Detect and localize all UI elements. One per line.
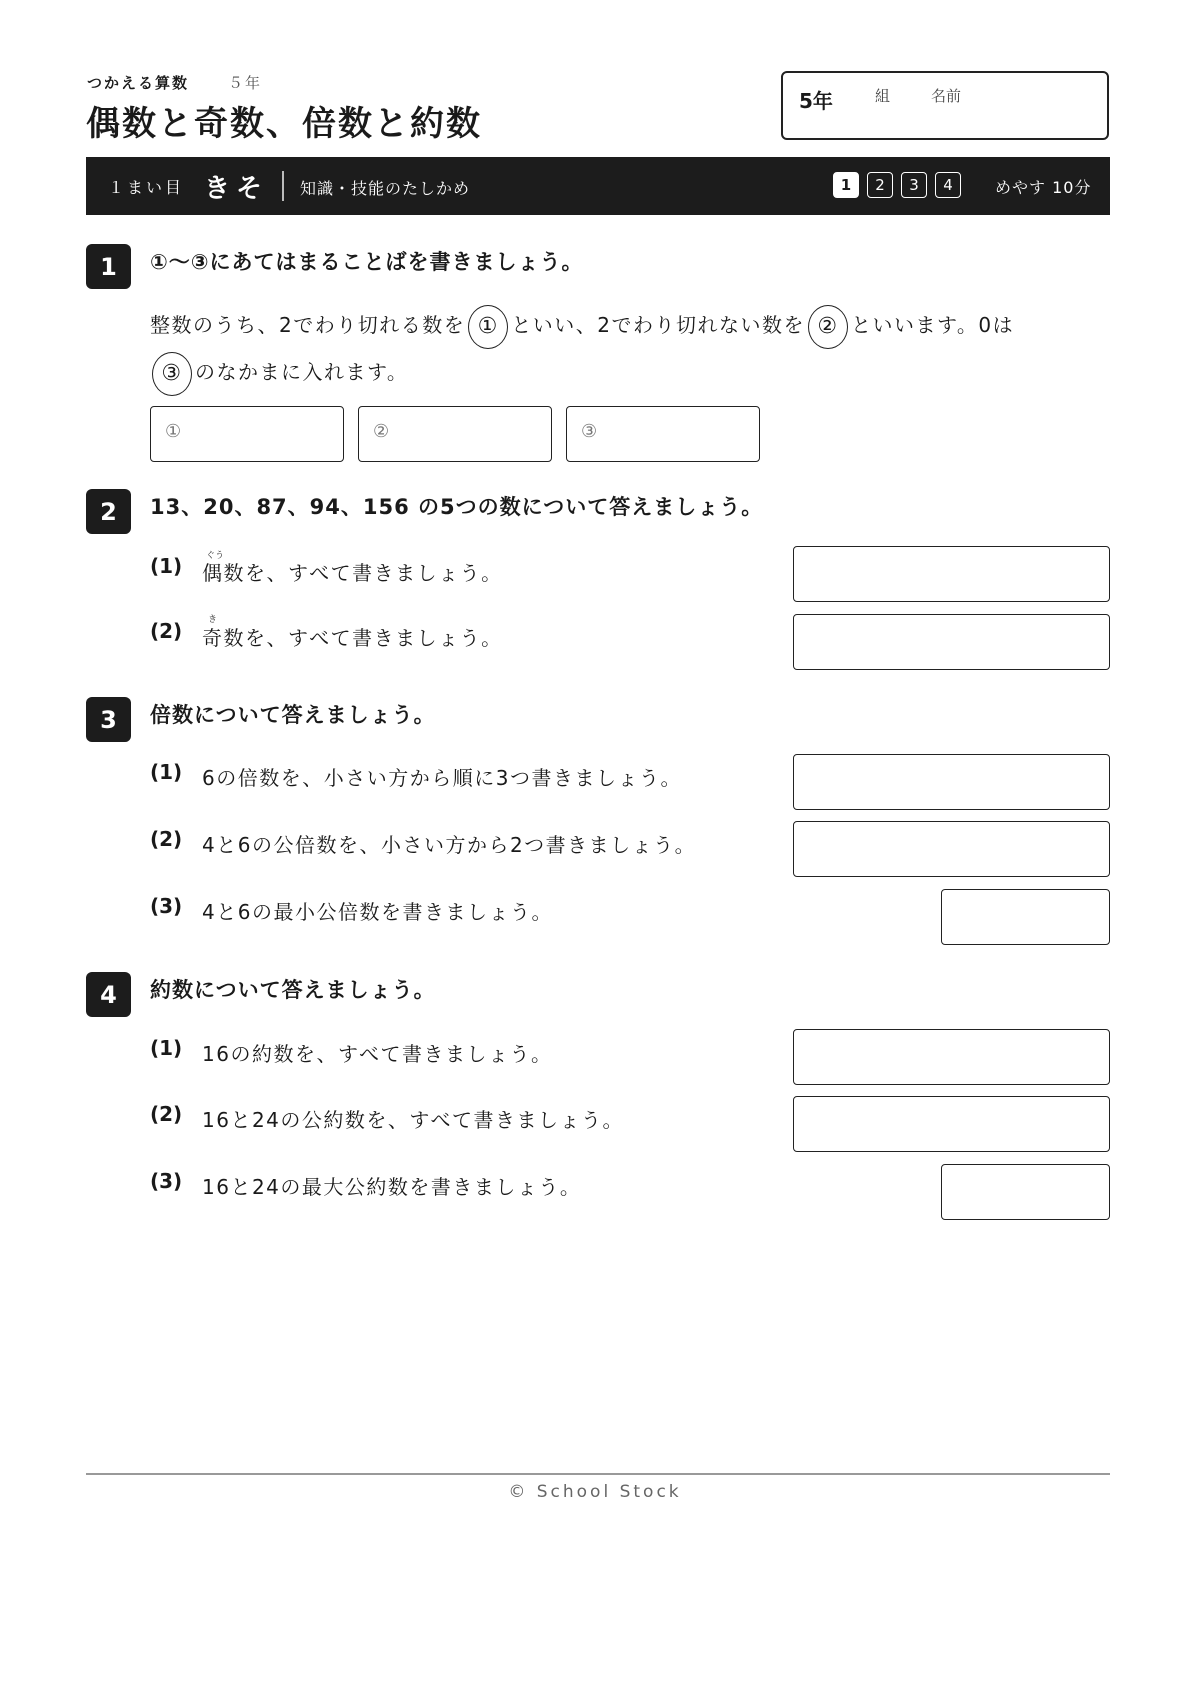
question-2-title: 13、20、87、94、156 の5つの数について答えましょう。: [150, 495, 764, 519]
q3-item-1-label: (1): [150, 760, 183, 784]
page-indicator-2: 2: [867, 172, 893, 198]
question-1-title: ①〜③にあてはまることばを書きましょう。: [150, 250, 584, 274]
passage-text-c: といいます。0は: [850, 313, 1015, 337]
copyright: © School Stock: [508, 1482, 682, 1502]
q4-item-3-answer[interactable]: [941, 1164, 1110, 1220]
namebox-class-label: 組: [875, 87, 891, 105]
q2-item-2-ruby: き: [208, 615, 218, 625]
answer-box-2-label: ②: [373, 421, 390, 442]
answer-box-2[interactable]: [358, 406, 552, 462]
q3-item-1-answer[interactable]: [793, 754, 1110, 810]
q3-item-2-label: (2): [150, 827, 183, 851]
question-3-title: 倍数について答えましょう。: [150, 703, 436, 727]
level-description: 知識・技能のたしかめ: [300, 179, 471, 198]
q4-item-2-label: (2): [150, 1102, 183, 1126]
q4-item-2-text: 16と24の公約数を、すべて書きましょう。: [202, 1108, 624, 1132]
q3-item-3-answer[interactable]: [941, 889, 1110, 945]
q3-item-2-answer[interactable]: [793, 821, 1110, 877]
page-title: 偶数と奇数、倍数と約数: [86, 104, 482, 144]
band-divider: [282, 171, 284, 201]
name-box[interactable]: [781, 71, 1109, 140]
footer-divider: [86, 1473, 1110, 1475]
blank-circle-3: ③: [152, 352, 192, 396]
blank-circle-2: ②: [808, 305, 848, 349]
answer-box-3[interactable]: [566, 406, 760, 462]
q3-item-3-label: (3): [150, 894, 183, 918]
passage-text-a: 整数のうち、2でわり切れる数を: [150, 313, 466, 337]
q2-item-2-text: 奇数を、すべて書きましょう。: [202, 626, 503, 650]
q2-item-1-ruby: ぐう: [206, 551, 225, 561]
blank-circle-1: ①: [468, 305, 508, 349]
page-indicator-4: 4: [935, 172, 961, 198]
question-1-number: 1: [86, 244, 131, 289]
question-2-number: 2: [86, 489, 131, 534]
time-estimate: めやす 10分: [995, 178, 1092, 197]
q2-item-1-label: (1): [150, 554, 183, 578]
q4-item-1-answer[interactable]: [793, 1029, 1110, 1085]
namebox-name-label: 名前: [931, 87, 962, 105]
question-4-number: 4: [86, 972, 131, 1017]
question-1-passage: [150, 300, 1090, 350]
series-name: つかえる算数: [87, 74, 190, 92]
question-4-title: 約数について答えましょう。: [150, 978, 436, 1002]
q4-item-3-text: 16と24の最大公約数を書きましょう。: [202, 1175, 582, 1199]
answer-box-3-label: ③: [581, 421, 598, 442]
q4-item-2-answer[interactable]: [793, 1096, 1110, 1152]
page-indicator: [833, 172, 961, 198]
q4-item-1-label: (1): [150, 1036, 183, 1060]
passage-text-d: のなかまに入れます。: [195, 360, 409, 384]
passage-text-b: といい、2でわり切れない数を: [511, 313, 805, 337]
q4-item-3-label: (3): [150, 1169, 183, 1193]
page-indicator-1: 1: [833, 172, 859, 198]
q2-item-1-text: 偶数を、すべて書きましょう。: [202, 561, 503, 585]
page-indicator-3: 3: [901, 172, 927, 198]
question-3-number: 3: [86, 697, 131, 742]
q2-item-2-label: (2): [150, 619, 183, 643]
q3-item-2-text: 4と6の公倍数を、小さい方から2つ書きましょう。: [202, 833, 697, 857]
grade-label: ５年: [228, 74, 263, 92]
level-label: きそ: [204, 174, 269, 204]
sheet-info-band: [86, 157, 1110, 215]
q2-item-1-answer[interactable]: [793, 546, 1110, 602]
q4-item-1-text: 16の約数を、すべて書きましょう。: [202, 1042, 553, 1066]
question-1-passage-line2: [150, 347, 408, 397]
q3-item-1-text: 6の倍数を、小さい方から順に3つ書きましょう。: [202, 766, 682, 790]
q3-item-3-text: 4と6の最小公倍数を書きましょう。: [202, 900, 553, 924]
sheet-number: １まい目: [108, 178, 185, 197]
namebox-grade: 5年: [799, 89, 833, 113]
q2-item-2-answer[interactable]: [793, 614, 1110, 670]
answer-box-1[interactable]: [150, 406, 344, 462]
answer-box-1-label: ①: [165, 421, 182, 442]
